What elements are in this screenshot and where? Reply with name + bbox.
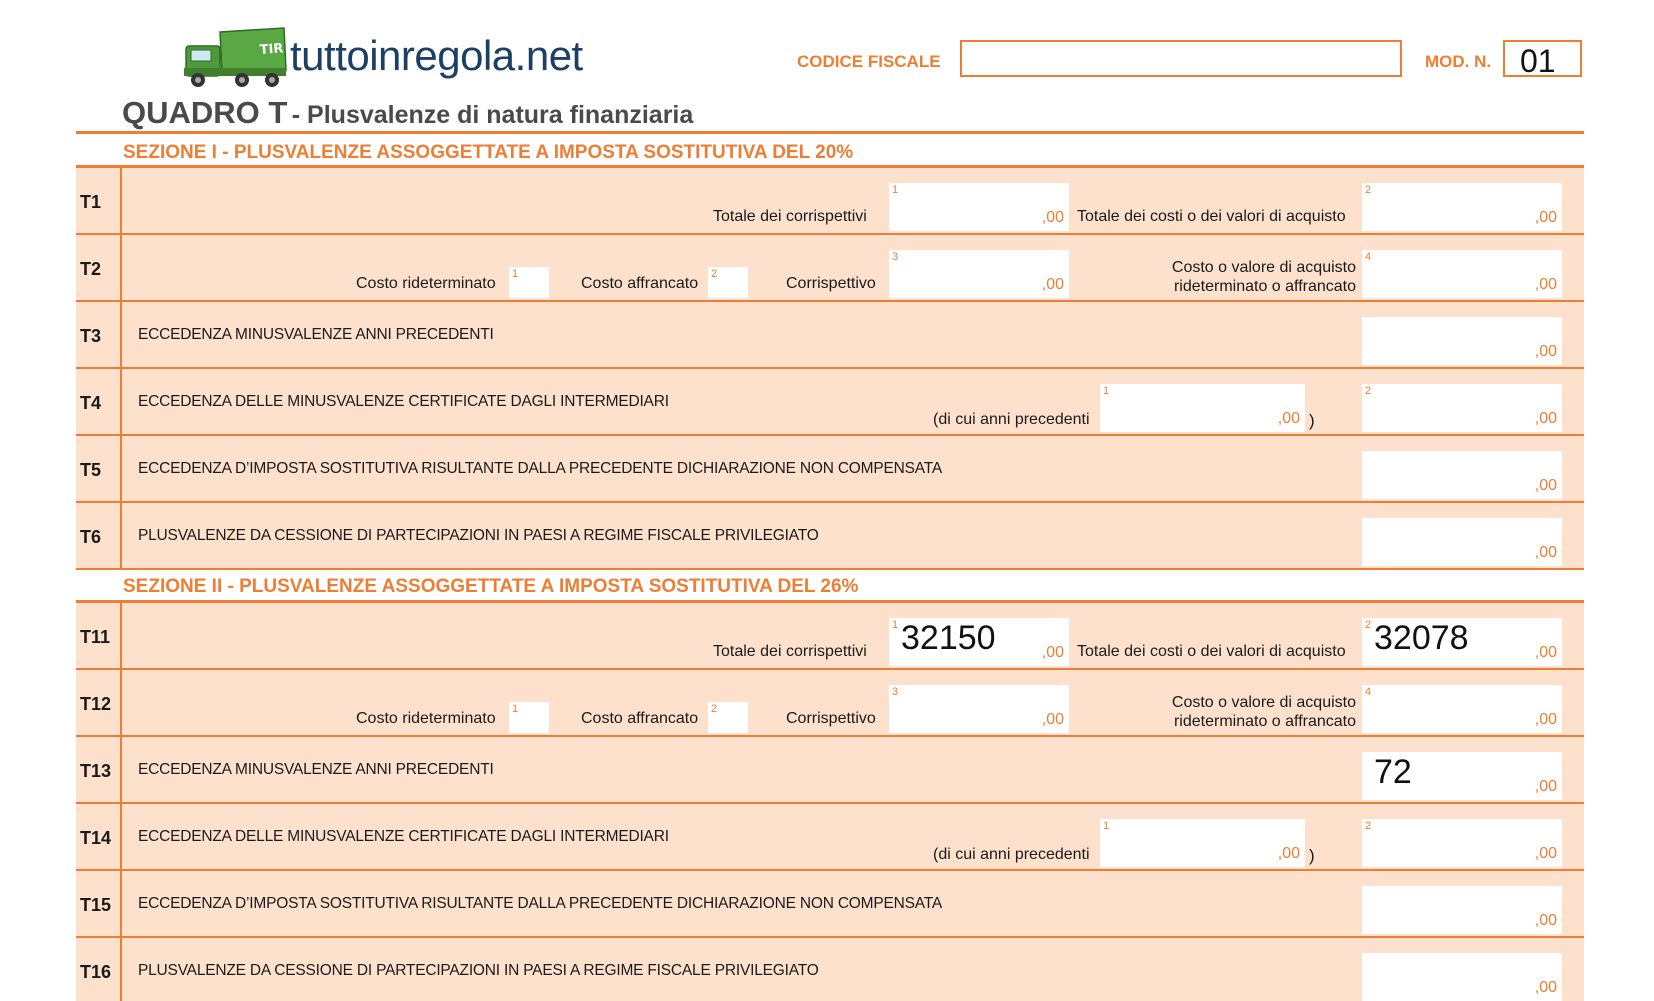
di-cui-anni-precedenti-label: (di cui anni precedenti — [933, 846, 1090, 863]
row-description: ECCEDENZA D’IMPOSTA SOSTITUTIVA RISULTANTE DALLA PRECEDENTE DICHIARAZIONE NON COMPENSATA — [138, 895, 943, 912]
row-t2 — [76, 235, 1584, 302]
row-t15 — [76, 871, 1584, 938]
row-separator — [120, 436, 122, 501]
t11-costi-value: 32078 — [1374, 619, 1469, 657]
row-description: ECCEDENZA DELLE MINUSVALENZE CERTIFICATE DAGLI INTERMEDIARI — [138, 828, 669, 845]
t12-corrispettivo-field[interactable]: 3 ,00 — [889, 685, 1069, 733]
row-code: T1 — [80, 192, 102, 212]
row-t11 — [76, 603, 1584, 670]
costo-valore-acquisto-label: Costo o valore di acquisto rideterminato o affrancato — [1171, 259, 1356, 295]
row-separator — [120, 302, 122, 367]
row-separator — [120, 168, 122, 233]
t1-corrispettivi-field[interactable]: 1 ,00 — [889, 183, 1069, 231]
row-description: PLUSVALENZE DA CESSIONE DI PARTECIPAZIONI IN PAESI A REGIME FISCALE PRIVILEGIATO — [138, 962, 819, 979]
totale-costi-label: Totale dei costi o dei valori di acquisto — [1077, 643, 1346, 660]
form-title — [122, 95, 693, 131]
title-rule — [76, 131, 1584, 134]
t13-amount-value: 72 — [1374, 753, 1412, 791]
t4-amount-field[interactable]: 2 ,00 — [1362, 384, 1562, 432]
costo-affrancato-label: Costo affrancato — [581, 710, 699, 727]
t14-anni-precedenti-field[interactable]: 1 ,00 — [1100, 819, 1305, 867]
t1-costi-field[interactable]: 2 ,00 — [1362, 183, 1562, 231]
row-t12 — [76, 670, 1584, 737]
row-code: T14 — [80, 828, 112, 848]
t12-costo-valore-field[interactable]: 4 ,00 — [1362, 685, 1562, 733]
row-description: ECCEDENZA MINUSVALENZE ANNI PRECEDENTI — [138, 761, 494, 778]
row-code: T12 — [80, 694, 112, 714]
row-separator — [120, 503, 122, 568]
costo-valore-acquisto-label: Costo o valore di acquisto rideterminato o affrancato — [1171, 694, 1356, 730]
t3-amount-field[interactable]: ,00 — [1362, 317, 1562, 365]
row-separator — [120, 369, 122, 434]
row-description: ECCEDENZA MINUSVALENZE ANNI PRECEDENTI — [138, 326, 494, 343]
logo-text: tuttoinregola.net — [290, 32, 583, 79]
section-1-title: SEZIONE I - PLUSVALENZE ASSOGGETTATE A IMPOSTA SOSTITUTIVA DEL 20% — [123, 142, 854, 163]
t11-costi-field[interactable]: 2 32078 ,00 — [1362, 618, 1562, 666]
mod-number-value: 01 — [1520, 43, 1556, 79]
quadro-title: QUADRO T — [122, 95, 288, 130]
row-separator — [120, 871, 122, 936]
t11-corrispettivi-field[interactable]: 1 32150 ,00 — [889, 618, 1069, 666]
row-t16 — [76, 938, 1584, 1001]
row-code: T2 — [80, 259, 102, 279]
corrispettivo-label: Corrispettivo — [786, 275, 876, 292]
quadro-subtitle: - Plusvalenze di natura finanziaria — [291, 101, 694, 129]
row-code: T13 — [80, 761, 112, 781]
row-t13 — [76, 737, 1584, 804]
t11-corrispettivi-value: 32150 — [901, 619, 996, 657]
row-t6 — [76, 503, 1584, 570]
section-2-title: SEZIONE II - PLUSVALENZE ASSOGGETTATE A IMPOSTA SOSTITUTIVA DEL 26% — [123, 576, 859, 597]
mod-number-label: MOD. N. — [1425, 52, 1492, 71]
row-code: T4 — [80, 393, 102, 413]
totale-costi-label: Totale dei costi o dei valori di acquisto — [1077, 208, 1346, 225]
row-separator — [120, 938, 122, 1001]
totale-corrispettivi-label: Totale dei corrispettivi — [713, 643, 867, 660]
t4-anni-precedenti-field[interactable]: 1 ,00 — [1100, 384, 1305, 432]
row-separator — [120, 804, 122, 869]
costo-rideterminato-label: Costo rideterminato — [356, 275, 496, 292]
row-code: T16 — [80, 962, 112, 982]
costo-affrancato-label: Costo affrancato — [581, 275, 699, 292]
row-t14 — [76, 804, 1584, 871]
totale-corrispettivi-label: Totale dei corrispettivi — [713, 208, 867, 225]
codice-fiscale-label: CODICE FISCALE — [797, 52, 941, 71]
t14-amount-field[interactable]: 2 ,00 — [1362, 819, 1562, 867]
t16-amount-field[interactable]: ,00 — [1362, 953, 1562, 1001]
row-code: T15 — [80, 895, 112, 915]
truck-logo-icon — [180, 24, 290, 92]
di-cui-anni-precedenti-label: (di cui anni precedenti — [933, 411, 1090, 428]
t6-amount-field[interactable]: ,00 — [1362, 518, 1562, 566]
row-t4 — [76, 369, 1584, 436]
costo-rideterminato-label: Costo rideterminato — [356, 710, 496, 727]
row-separator — [120, 235, 122, 300]
t2-costo-valore-field[interactable]: 4 ,00 — [1362, 250, 1562, 298]
row-code: T11 — [80, 627, 111, 647]
row-t3 — [76, 302, 1584, 369]
mod-number-field[interactable] — [1503, 40, 1582, 77]
close-paren: ) — [1309, 846, 1315, 865]
row-t5 — [76, 436, 1584, 503]
t12-costo-rideterminato-checkbox[interactable]: 1 — [509, 702, 549, 733]
t2-costo-rideterminato-checkbox[interactable]: 1 — [509, 267, 549, 298]
t15-amount-field[interactable]: ,00 — [1362, 886, 1562, 934]
row-description: ECCEDENZA DELLE MINUSVALENZE CERTIFICATE DAGLI INTERMEDIARI — [138, 393, 669, 410]
t2-costo-affrancato-checkbox[interactable]: 2 — [708, 267, 748, 298]
row-code: T3 — [80, 326, 102, 346]
close-paren: ) — [1309, 411, 1315, 430]
logo-badge: TIR — [259, 41, 284, 58]
row-separator — [120, 670, 122, 735]
row-separator — [120, 737, 122, 802]
t12-costo-affrancato-checkbox[interactable]: 2 — [708, 702, 748, 733]
row-code: T5 — [80, 460, 102, 480]
row-description: PLUSVALENZE DA CESSIONE DI PARTECIPAZIONI IN PAESI A REGIME FISCALE PRIVILEGIATO — [138, 527, 819, 544]
t13-amount-field[interactable]: 72 ,00 — [1362, 752, 1562, 800]
codice-fiscale-field[interactable] — [960, 40, 1402, 77]
row-code: T6 — [80, 527, 102, 547]
corrispettivo-label: Corrispettivo — [786, 710, 876, 727]
t5-amount-field[interactable]: ,00 — [1362, 451, 1562, 499]
t2-corrispettivo-field[interactable]: 3 ,00 — [889, 250, 1069, 298]
row-description: ECCEDENZA D’IMPOSTA SOSTITUTIVA RISULTANTE DALLA PRECEDENTE DICHIARAZIONE NON COMPENSATA — [138, 460, 943, 477]
row-separator — [120, 603, 122, 668]
row-t1 — [76, 168, 1584, 235]
